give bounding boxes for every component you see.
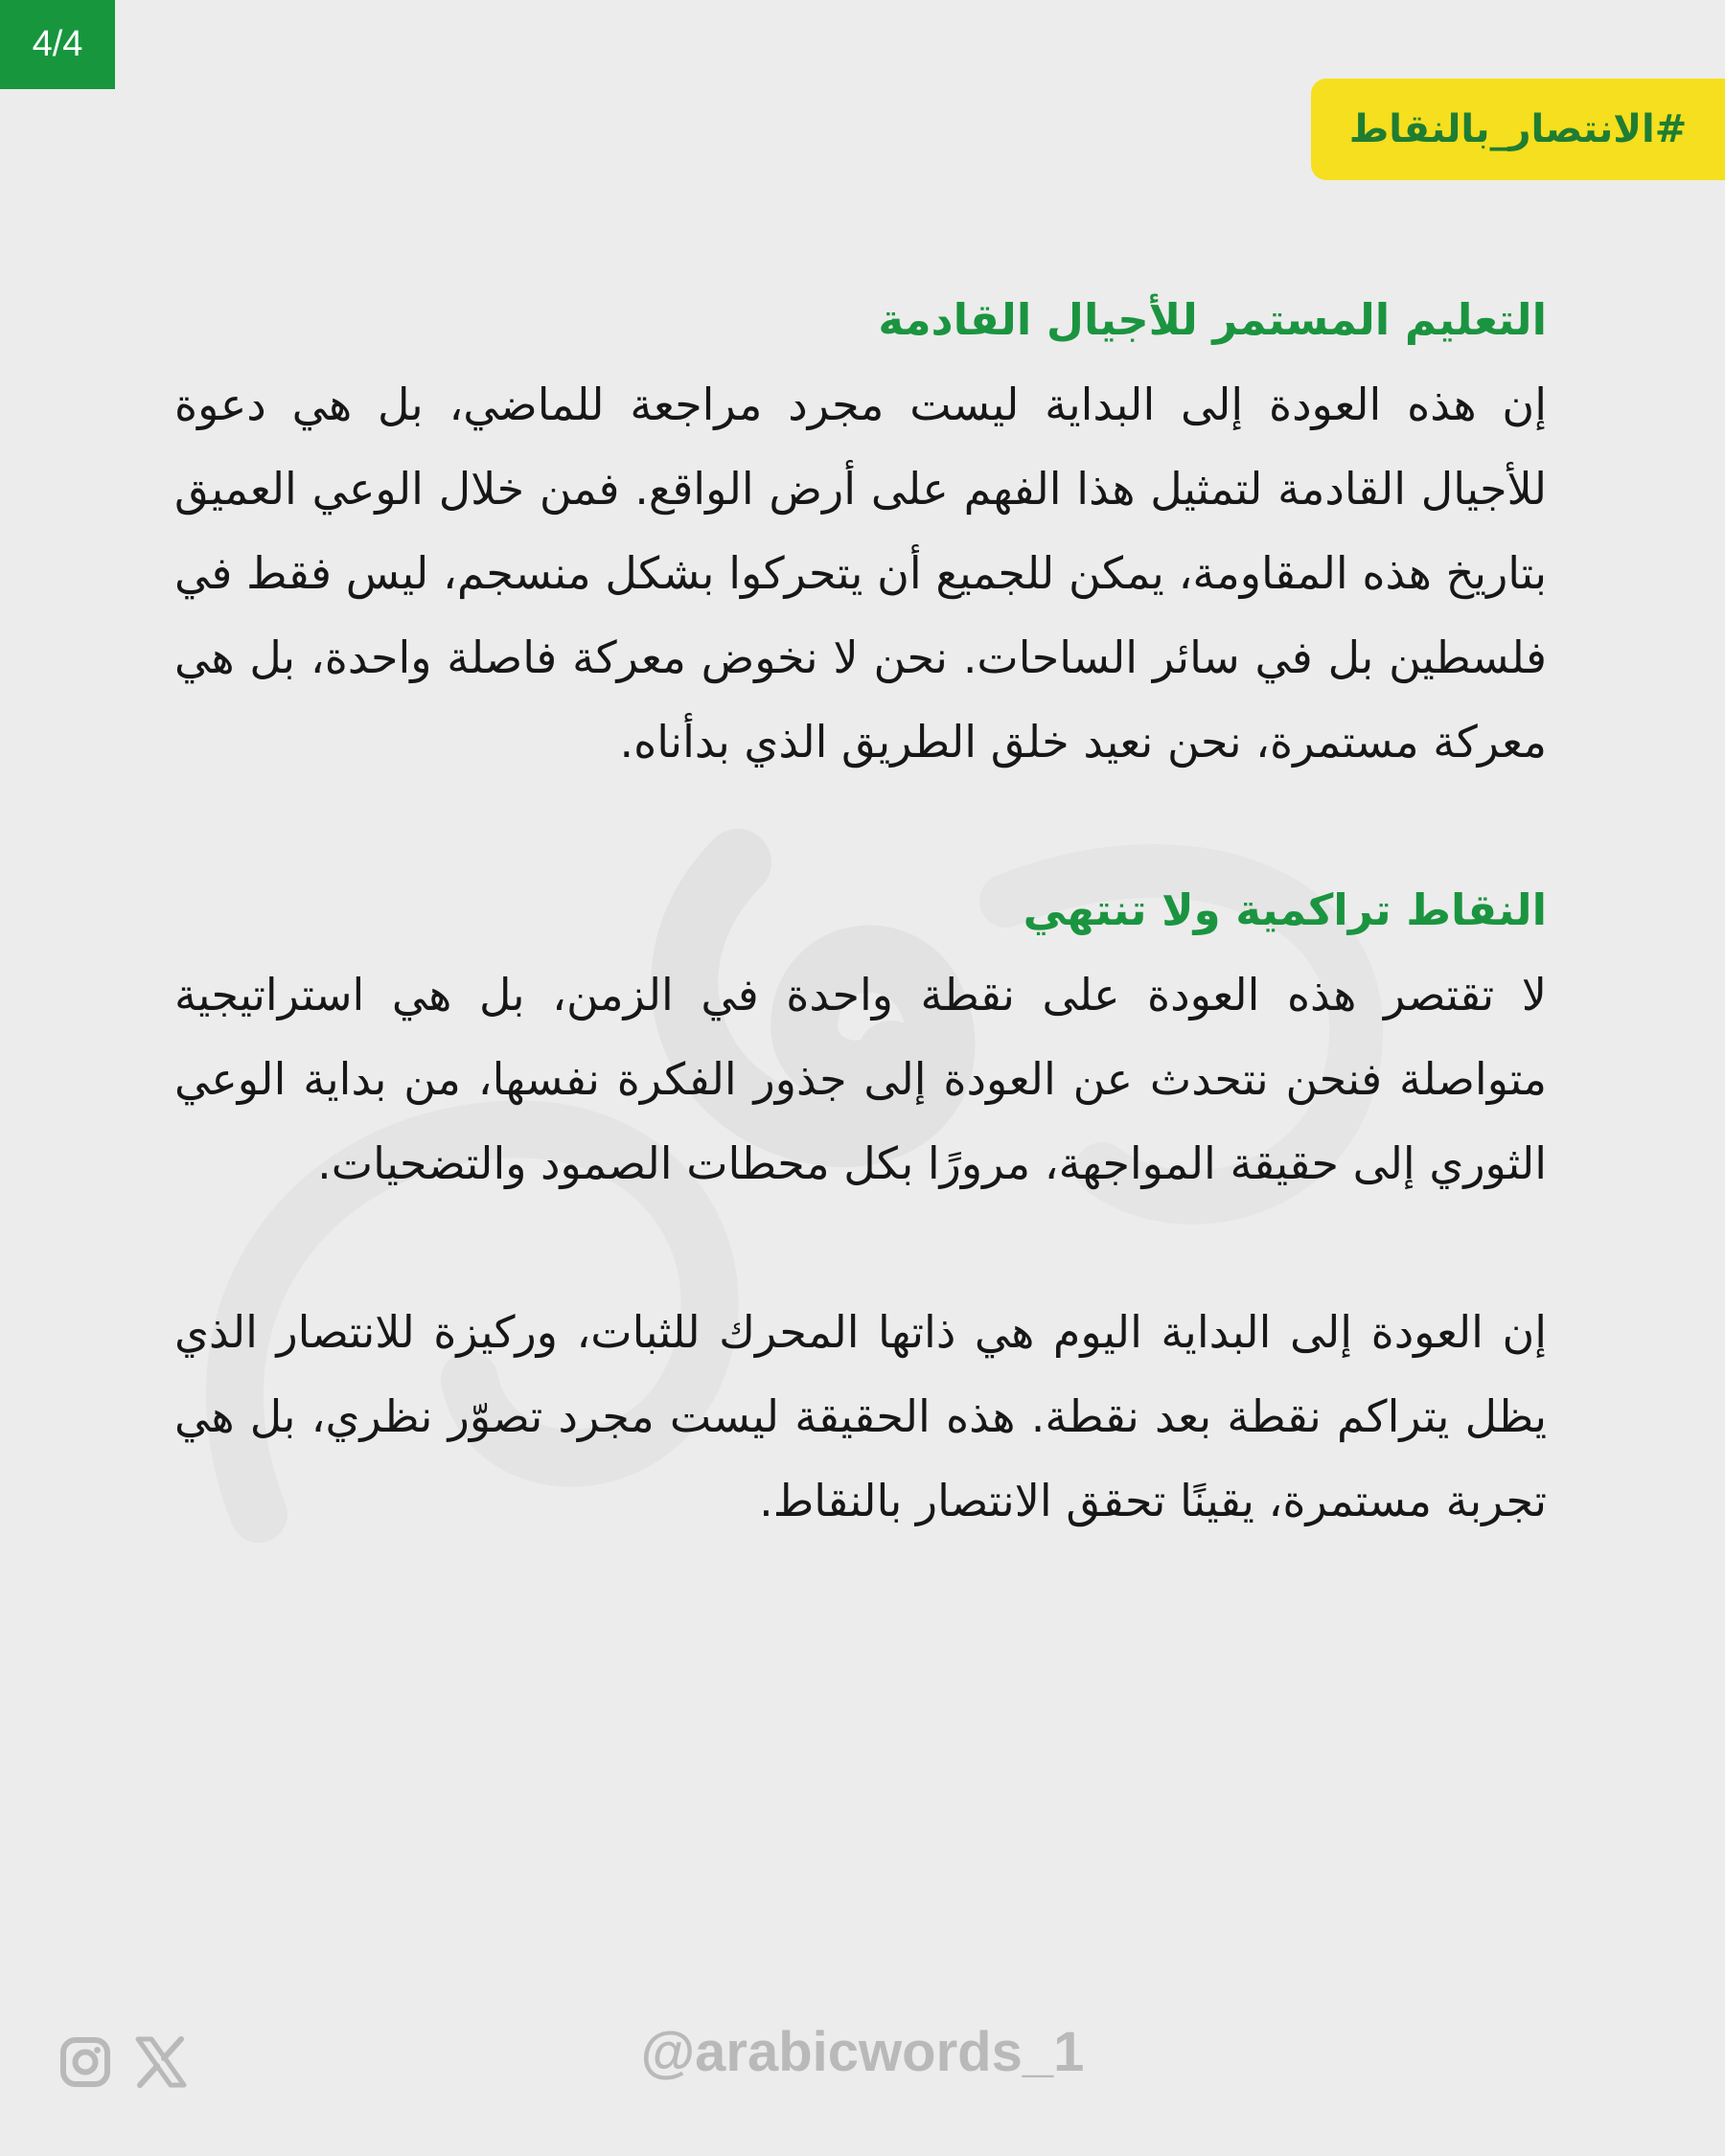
page-counter: 4/4 <box>0 0 115 89</box>
account-handle: @arabicwords_1 <box>640 2021 1085 2083</box>
section-1-paragraph: إن هذه العودة إلى البداية ليست مجرد مراجعة للماضي، بل هي دعوة للأجيال القادمة لتمثيل هذا الفهم على أرض الواقع. فمن خلال الوعي العميق بتاريخ هذه المقاومة، يمكن للجميع أن يتحركوا بشكل منسجم، ليس فقط في فلسطين بل في سائر الساحات. نحن لا نخوض معركة فاصلة واحدة، بل هي معركة مستمرة، نحن نعيد خلق الطريق الذي بدأناه. <box>174 378 1547 768</box>
section-2-heading: النقاط تراكمية ولا تنتهي <box>1023 884 1547 935</box>
section-2-paragraph: لا تقتصر هذه العودة على نقطة واحدة في الزمن، بل هي استراتيجية متواصلة فنحن نتحدث عن العودة إلى جذور الفكرة نفسها، من بداية الوعي الثوري إلى حقيقة المواجهة، مرورًا بكل محطات الصمود والتضحيات. <box>174 969 1547 1189</box>
hashtag-badge: #الانتصار_بالنقاط <box>1311 79 1725 180</box>
section-3-paragraph: إن العودة إلى البداية اليوم هي ذاتها المحرك للثبات، وركيزة للانتصار الذي يظل يتراكم نقطة بعد نقطة. هذه الحقيقة ليست مجرد تصوّر نظري، بل هي تجربة مستمرة، يقينًا تحقق الانتصار بالنقاط. <box>174 1306 1547 1526</box>
section-1-heading: التعليم المستمر للأجيال القادمة <box>878 294 1547 345</box>
article-body <box>174 278 1547 1543</box>
